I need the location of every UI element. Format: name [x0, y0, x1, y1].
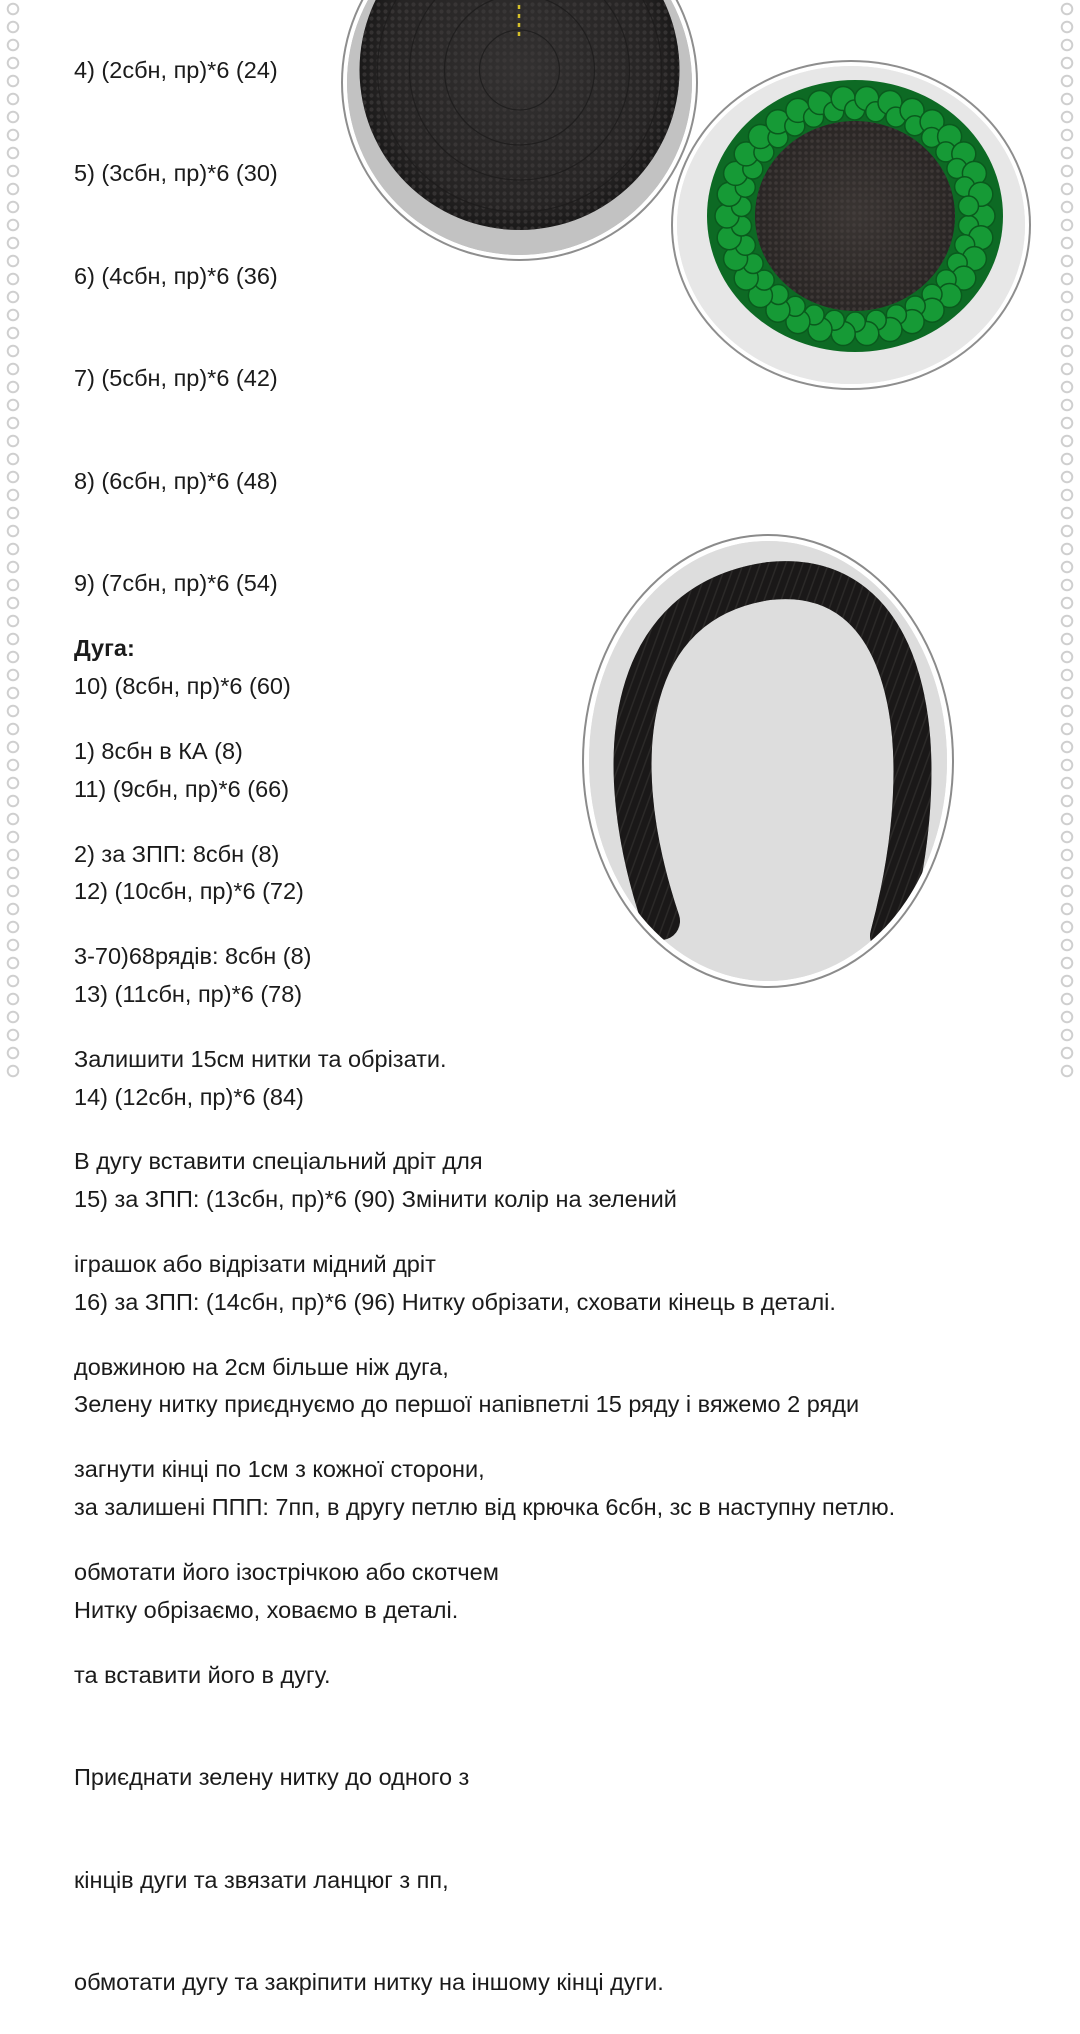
- arc-line: обмотати його ізострічкою або скотчем: [74, 1558, 499, 1585]
- pattern-line: 16) за ЗПП: (14сбн, пр)*6 (96) Нитку обрізати, сховати кінець в деталі.: [74, 1288, 836, 1315]
- arc-line: та вставити його в дугу.: [74, 1661, 331, 1688]
- crochet-headband-photo: [589, 541, 947, 981]
- arc-line: 2) за ЗПП: 8сбн (8): [74, 840, 280, 867]
- arc-line: Приєднати зелену нитку до одного з: [74, 1764, 470, 1791]
- pattern-line: 9) (7сбн, пр)*6 (54): [74, 570, 278, 597]
- arc-line: 3-70)68рядів: 8сбн (8): [74, 943, 312, 970]
- arc-instructions: [74, 563, 664, 2034]
- arc-line: 1) 8сбн в КА (8): [74, 738, 243, 765]
- pattern-line: 15) за ЗПП: (13сбн, пр)*6 (90) Змінити колір на зелений: [74, 1186, 677, 1213]
- arc-line: іграшок або відрізати мідний дріт: [74, 1251, 436, 1278]
- pattern-line: 12) (10сбн, пр)*6 (72): [74, 878, 304, 905]
- section-heading: Дуга:: [74, 635, 135, 662]
- arc-line: довжиною на 2см більше ніж дуга,: [74, 1353, 449, 1380]
- green-bobble: [959, 196, 979, 216]
- arc-line: В дугу вставити спеціальний дріт для: [74, 1148, 483, 1175]
- pattern-line: 7) (5сбн, пр)*6 (42): [74, 365, 278, 392]
- green-circle-illustration: [677, 66, 1025, 384]
- arc-line: Залишити 15см нитки та обрізати.: [74, 1045, 447, 1072]
- pattern-line: 8) (6сбн, пр)*6 (48): [74, 467, 278, 494]
- arc-line: обмотати дугу та закріпити нитку на іншому кінці дуги.: [74, 1969, 664, 1996]
- green-edged-circle-photo: [677, 66, 1025, 384]
- arc-line: загнути кінці по 1см з кожної сторони,: [74, 1456, 485, 1483]
- pattern-line: 11) (9сбн, пр)*6 (66): [74, 775, 290, 802]
- pattern-line: за залишені ППП: 7пп, в другу петлю від крючка 6сбн, зс в наступну петлю.: [74, 1493, 896, 1520]
- decorative-left-border: [0, 0, 26, 1080]
- pattern-line: 4) (2сбн, пр)*6 (24): [74, 57, 278, 84]
- pattern-line: 5) (3сбн, пр)*6 (30): [74, 160, 278, 187]
- decorative-right-border: [1054, 0, 1080, 1080]
- pattern-line: 10) (8сбн, пр)*6 (60): [74, 673, 291, 700]
- headband-illustration: [589, 541, 947, 981]
- pattern-line: Зелену нитку приєднуємо до першої напівпетлі 15 ряду і вяжемо 2 ряди: [74, 1391, 860, 1418]
- pattern-line: 14) (12сбн, пр)*6 (84): [74, 1083, 304, 1110]
- pattern-line: 13) (11сбн, пр)*6 (78): [74, 980, 303, 1007]
- pattern-line: Нитку обрізаємо, ховаємо в деталі.: [74, 1596, 459, 1623]
- pattern-line: 6) (4сбн, пр)*6 (36): [74, 262, 278, 289]
- arc-line: кінців дуги та звязати ланцюг з пп,: [74, 1866, 449, 1893]
